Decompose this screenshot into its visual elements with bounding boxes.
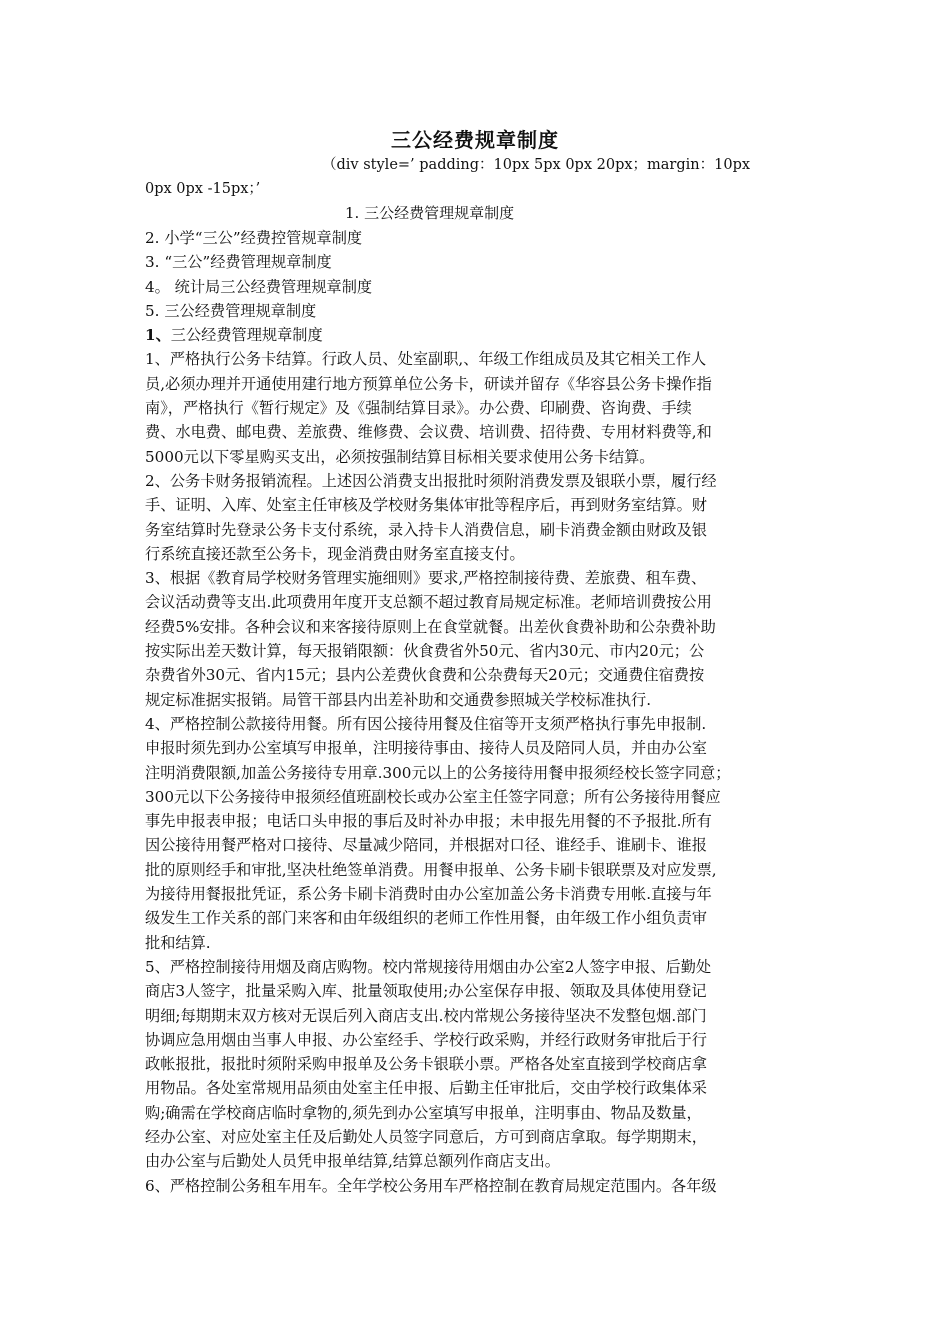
paragraph-line: 为接待用餐报批凭证，系公务卡刷卡消费时由办公室加盖公务卡消费专用帐.直接与年 <box>145 885 712 904</box>
paragraph-line: 1、严格执行公务卡结算。行政人员、处室副职,、年级工作组成员及其它相关工作人 <box>145 350 707 369</box>
paragraph-line: 杂费省外30元、省内15元；县内公差费伙食费和公杂费每天20元；交通费住宿费按 <box>145 666 705 685</box>
paragraph-line: 会议活动费等支出.此项费用年度开支总额不超过教育局规定标准。老师培训费按公用 <box>145 593 712 612</box>
paragraph-line: 经办公室、对应处室主任及后勤处人员签字同意后，方可到商店拿取。每学期期末， <box>145 1127 707 1146</box>
paragraph-line: 级发生工作关系的部门来客和由年级组织的老师工作性用餐，由年级工作小组负责审 <box>145 909 707 928</box>
paragraph-line: 商店3人签字，批量采购入库、批量领取使用;办公室保存申报、领取及具体使用登记 <box>145 982 707 1001</box>
paragraph-line: 务室结算时先登录公务卡支付系统，录入持卡人消费信息，刷卡消费金额由财政及银 <box>145 520 707 539</box>
paragraph-line: 经费5%安排。各种会议和来客接待原则上在食堂就餐。出差伙食费补助和公杂费补助 <box>145 617 716 636</box>
paragraph-line: 行系统直接还款至公务卡，现金消费由财务室直接支付。 <box>145 544 525 563</box>
paragraph-line: 因公接待用餐严格对口接待、尽量减少陪同，并根据对口径、谁经手、谁刷卡、谁报 <box>145 836 707 855</box>
paragraph-line: 明细;每期期末双方核对无误后列入商店支出.校内常规公务接待坚决不发整包烟.部门 <box>145 1006 707 1025</box>
paragraph-line: 5000元以下零星购买支出，必须按强制结算目标相关要求使用公务卡结算。 <box>145 447 655 466</box>
toc-item-3: 3. “三公”经费管理规章制度 <box>145 253 332 272</box>
paragraph-line: 员,必须办理并开通使用建行地方预算单位公务卡，研读并留存《华容县公务卡操作指 <box>145 374 712 393</box>
code-snippet-line-2: 0px 0px -15px；’ <box>145 181 261 197</box>
paragraph-line: 南》，严格执行《暂行规定》及《强制结算目录》。办公费、印刷费、咨询费、手续 <box>145 399 692 418</box>
code-snippet-line-1: （div style=’ padding：10px 5px 0px 20px；margin：10px <box>322 157 751 173</box>
paragraph-line: 注明消费限额,加盖公务接待专用章.300元以上的公务接待用餐申报须经校长签字同意； <box>145 763 731 782</box>
paragraph-line: 用物品。各处室常规用品须由处室主任申报、后勤主任审批后，交由学校行政集体采 <box>145 1079 707 1098</box>
paragraph-line: 按实际出差天数计算，每天报销限额：伙食费省外50元、省内30元、市内20元；公 <box>145 642 705 661</box>
section-heading <box>145 323 810 347</box>
paragraph-line: 300元以下公务接待申报须经值班副校长或办公室主任签字同意；所有公务接待用餐应 <box>145 787 721 806</box>
section-heading-number: 1、 <box>145 326 171 345</box>
toc-item-4: 4。 统计局三公经费管理规章制度 <box>145 277 373 296</box>
paragraph-line: 规定标准据实报销。局管干部县内出差补助和交通费参照城关学校标准执行. <box>145 690 652 709</box>
paragraph-line: 由办公室与后勤处人员凭申报单结算,结算总额列作商店支出。 <box>145 1152 560 1171</box>
toc-item-5: 5. 三公经费管理规章制度 <box>145 301 317 320</box>
document-body <box>145 226 810 1198</box>
paragraph-line: 批和结算. <box>145 933 211 952</box>
toc-item-1: 1. 三公经费管理规章制度 <box>345 204 515 222</box>
paragraph-line: 购;确需在学校商店临时拿物的,须先到办公室填写申报单，注明事由、物品及数量， <box>145 1103 702 1122</box>
paragraph-line: 事先申报表申报；电话口头申报的事后及时补办申报；未申报先用餐的不予报批.所有 <box>145 812 712 831</box>
paragraph-line: 批的原则经手和审批,坚决杜绝签单消费。用餐申报单、公务卡刷卡银联票及对应发票, <box>145 860 717 879</box>
paragraph-line: 6、严格控制公务租车用车。全年学校公务用车严格控制在教育局规定范围内。各年级 <box>145 1176 717 1195</box>
section-heading-text: 三公经费管理规章制度 <box>170 326 323 345</box>
paragraph-line: 协调应急用烟由当事人申报、办公室经手、学校行政采购，并经行政财务审批后于行 <box>145 1030 707 1049</box>
paragraph-line: 政帐报批，报批时须附采购申报单及公务卡银联小票。严格各处室直接到学校商店拿 <box>145 1055 707 1074</box>
toc-item-2: 2. 小学“三公”经费控管规章制度 <box>145 229 363 247</box>
document-title: 三公经费规章制度 <box>391 128 559 152</box>
paragraph-line: 4、严格控制公款接待用餐。所有因公接待用餐及住宿等开支须严格执行事先申报制. <box>145 714 707 733</box>
paragraph-line: 2、公务卡财务报销流程。上述因公消费支出报批时须附消费发票及银联小票，履行经 <box>145 471 717 490</box>
paragraph-line: 手、证明、入库、处室主任审核及学校财务集体审批等程序后，再到财务室结算。财 <box>145 496 707 515</box>
paragraph-line: 申报时须先到办公室填写申报单，注明接待事由、接待人员及陪同人员，并由办公室 <box>145 739 707 758</box>
paragraph-line: 费、水电费、邮电费、差旅费、维修费、会议费、培训费、招待费、专用材料费等,和 <box>145 423 712 442</box>
paragraph-line: 3、根据《教育局学校财务管理实施细则》要求,严格控制接待费、差旅费、租车费、 <box>145 569 707 588</box>
paragraph-lines <box>145 347 810 1197</box>
paragraph-line: 5、严格控制接待用烟及商店购物。校内常规接待用烟由办公室2人签字申报、后勤处 <box>145 957 712 976</box>
